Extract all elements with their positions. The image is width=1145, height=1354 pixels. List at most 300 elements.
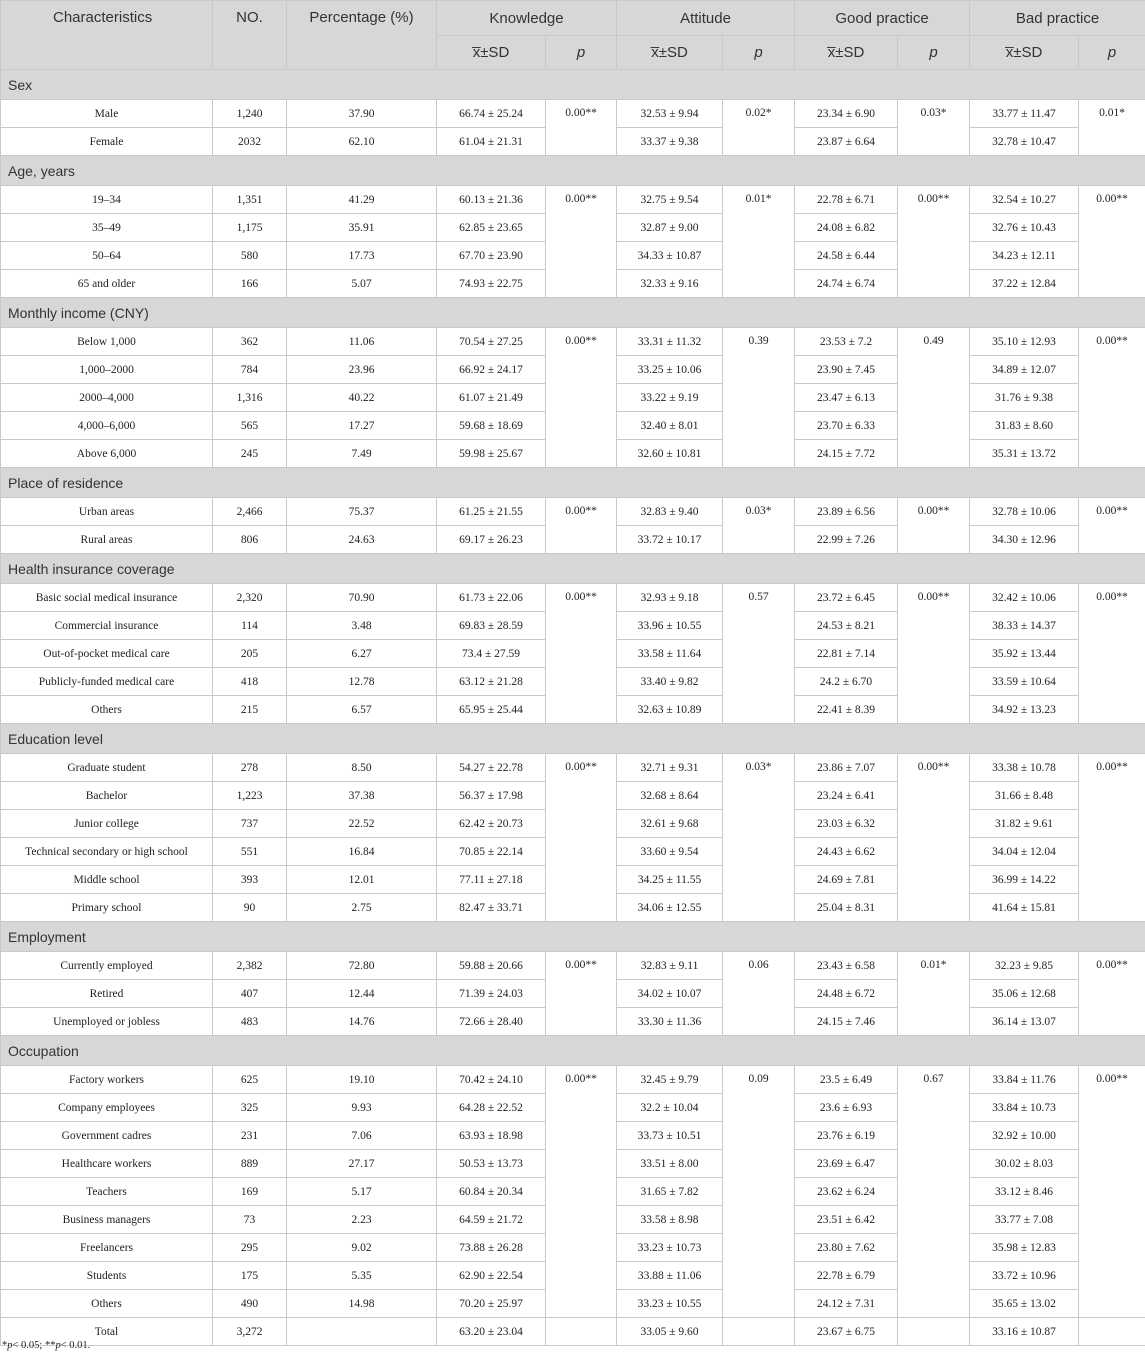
cell-bad-practice: 33.77 ± 7.08 — [970, 1206, 1079, 1234]
cell-percentage: 17.27 — [287, 412, 437, 440]
cell-knowledge-p: 0.00** — [546, 328, 617, 468]
cell-percentage: 23.96 — [287, 356, 437, 384]
cell-good-practice: 22.41 ± 8.39 — [795, 696, 898, 724]
group-row — [1, 468, 1145, 498]
cell-characteristic: Freelancers — [1, 1234, 213, 1262]
cell-good-practice-p: 0.67 — [898, 1066, 970, 1318]
total-attitude-p — [723, 1318, 795, 1346]
header-bad-practice-mean-sd: x̅±SD — [970, 36, 1079, 70]
cell-good-practice: 23.72 ± 6.45 — [795, 584, 898, 612]
cell-good-practice: 23.51 ± 6.42 — [795, 1206, 898, 1234]
cell-percentage: 9.02 — [287, 1234, 437, 1262]
footnote-symbol-2: ** — [44, 1340, 56, 1351]
cell-bad-practice-p: 0.00** — [1079, 584, 1145, 724]
cell-knowledge: 62.85 ± 23.65 — [437, 214, 546, 242]
cell-bad-practice-p: 0.00** — [1079, 1066, 1145, 1318]
cell-attitude: 32.33 ± 9.16 — [617, 270, 723, 298]
cell-good-practice-p: 0.03* — [898, 100, 970, 156]
total-percentage — [287, 1318, 437, 1346]
cell-bad-practice: 34.30 ± 12.96 — [970, 526, 1079, 554]
cell-count: 784 — [213, 356, 287, 384]
cell-percentage: 37.38 — [287, 782, 437, 810]
cell-knowledge: 64.28 ± 22.52 — [437, 1094, 546, 1122]
cell-percentage: 12.78 — [287, 668, 437, 696]
cell-count: 362 — [213, 328, 287, 356]
cell-knowledge: 59.88 ± 20.66 — [437, 952, 546, 980]
cell-good-practice: 23.87 ± 6.64 — [795, 128, 898, 156]
cell-bad-practice: 35.06 ± 12.68 — [970, 980, 1079, 1008]
cell-percentage: 5.07 — [287, 270, 437, 298]
cell-attitude: 34.25 ± 11.55 — [617, 866, 723, 894]
cell-attitude: 33.60 ± 9.54 — [617, 838, 723, 866]
cell-attitude: 33.22 ± 9.19 — [617, 384, 723, 412]
cell-count: 90 — [213, 894, 287, 922]
cell-bad-practice-p: 0.00** — [1079, 754, 1145, 922]
cell-knowledge: 71.39 ± 24.03 — [437, 980, 546, 1008]
cell-attitude: 33.73 ± 10.51 — [617, 1122, 723, 1150]
cell-attitude: 32.93 ± 9.18 — [617, 584, 723, 612]
cell-good-practice: 23.03 ± 6.32 — [795, 810, 898, 838]
total-knowledge-p — [546, 1318, 617, 1346]
cell-percentage: 12.01 — [287, 866, 437, 894]
cell-count: 278 — [213, 754, 287, 782]
cell-attitude: 32.2 ± 10.04 — [617, 1094, 723, 1122]
footnote — [2, 1340, 90, 1351]
header-good-practice-mean-sd: x̅±SD — [795, 36, 898, 70]
cell-percentage: 17.73 — [287, 242, 437, 270]
cell-knowledge: 63.93 ± 18.98 — [437, 1122, 546, 1150]
cell-attitude: 31.65 ± 7.82 — [617, 1178, 723, 1206]
cell-characteristic: Commercial insurance — [1, 612, 213, 640]
cell-count: 169 — [213, 1178, 287, 1206]
cell-good-practice: 23.62 ± 6.24 — [795, 1178, 898, 1206]
cell-good-practice: 24.48 ± 6.72 — [795, 980, 898, 1008]
total-good-practice-p — [898, 1318, 970, 1346]
cell-good-practice: 24.15 ± 7.72 — [795, 440, 898, 468]
cell-good-practice: 24.74 ± 6.74 — [795, 270, 898, 298]
cell-knowledge: 70.42 ± 24.10 — [437, 1066, 546, 1094]
cell-bad-practice: 33.84 ± 11.76 — [970, 1066, 1079, 1094]
table-row — [1, 100, 1145, 128]
header-attitude-p: p — [723, 36, 795, 70]
cell-good-practice: 25.04 ± 8.31 — [795, 894, 898, 922]
cell-bad-practice: 32.54 ± 10.27 — [970, 186, 1079, 214]
total-attitude: 33.05 ± 9.60 — [617, 1318, 723, 1346]
group-row — [1, 70, 1145, 100]
cell-characteristic: Business managers — [1, 1206, 213, 1234]
cell-knowledge: 62.42 ± 20.73 — [437, 810, 546, 838]
cell-count: 418 — [213, 668, 287, 696]
cell-good-practice: 22.78 ± 6.79 — [795, 1262, 898, 1290]
cell-characteristic: Rural areas — [1, 526, 213, 554]
cell-percentage: 62.10 — [287, 128, 437, 156]
cell-percentage: 22.52 — [287, 810, 437, 838]
cell-characteristic: Government cadres — [1, 1122, 213, 1150]
cell-knowledge-p: 0.00** — [546, 584, 617, 724]
cell-count: 73 — [213, 1206, 287, 1234]
cell-percentage: 19.10 — [287, 1066, 437, 1094]
cell-characteristic: Technical secondary or high school — [1, 838, 213, 866]
cell-characteristic: 35–49 — [1, 214, 213, 242]
cell-bad-practice: 32.76 ± 10.43 — [970, 214, 1079, 242]
cell-knowledge: 63.12 ± 21.28 — [437, 668, 546, 696]
cell-count: 806 — [213, 526, 287, 554]
cell-attitude: 33.25 ± 10.06 — [617, 356, 723, 384]
cell-good-practice: 24.69 ± 7.81 — [795, 866, 898, 894]
header-bad-practice-p: p — [1079, 36, 1145, 70]
cell-attitude: 33.31 ± 11.32 — [617, 328, 723, 356]
cell-knowledge: 69.83 ± 28.59 — [437, 612, 546, 640]
cell-percentage: 2.23 — [287, 1206, 437, 1234]
cell-bad-practice: 34.04 ± 12.04 — [970, 838, 1079, 866]
cell-attitude: 32.63 ± 10.89 — [617, 696, 723, 724]
cell-knowledge: 61.25 ± 21.55 — [437, 498, 546, 526]
cell-attitude-p: 0.09 — [723, 1066, 795, 1318]
cell-good-practice: 24.58 ± 6.44 — [795, 242, 898, 270]
group-label: Sex — [1, 70, 1145, 100]
header-good-practice-p: p — [898, 36, 970, 70]
cell-good-practice: 24.2 ± 6.70 — [795, 668, 898, 696]
group-label: Place of residence — [1, 468, 1145, 498]
cell-count: 231 — [213, 1122, 287, 1150]
cell-percentage: 14.76 — [287, 1008, 437, 1036]
cell-percentage: 2.75 — [287, 894, 437, 922]
cell-good-practice: 24.43 ± 6.62 — [795, 838, 898, 866]
cell-count: 1,316 — [213, 384, 287, 412]
cell-knowledge: 61.73 ± 22.06 — [437, 584, 546, 612]
header-characteristics: Characteristics — [1, 1, 213, 70]
total-label: Total — [1, 1318, 213, 1346]
cell-attitude: 34.33 ± 10.87 — [617, 242, 723, 270]
cell-attitude: 33.72 ± 10.17 — [617, 526, 723, 554]
header-no: NO. — [213, 1, 287, 70]
cell-bad-practice: 36.99 ± 14.22 — [970, 866, 1079, 894]
table-row — [1, 754, 1145, 782]
table-row — [1, 952, 1145, 980]
cell-percentage: 8.50 — [287, 754, 437, 782]
cell-percentage: 40.22 — [287, 384, 437, 412]
total-bad-practice-p — [1079, 1318, 1145, 1346]
cell-attitude: 32.83 ± 9.11 — [617, 952, 723, 980]
cell-good-practice: 24.53 ± 8.21 — [795, 612, 898, 640]
cell-good-practice: 23.47 ± 6.13 — [795, 384, 898, 412]
cell-characteristic: Primary school — [1, 894, 213, 922]
cell-characteristic: 1,000–2000 — [1, 356, 213, 384]
cell-attitude: 33.96 ± 10.55 — [617, 612, 723, 640]
cell-characteristic: Currently employed — [1, 952, 213, 980]
cell-bad-practice: 34.92 ± 13.23 — [970, 696, 1079, 724]
cell-bad-practice: 38.33 ± 14.37 — [970, 612, 1079, 640]
cell-count: 393 — [213, 866, 287, 894]
cell-knowledge: 69.17 ± 26.23 — [437, 526, 546, 554]
cell-bad-practice: 32.78 ± 10.47 — [970, 128, 1079, 156]
cell-knowledge: 70.20 ± 25.97 — [437, 1290, 546, 1318]
cell-percentage: 9.93 — [287, 1094, 437, 1122]
cell-count: 175 — [213, 1262, 287, 1290]
cell-knowledge: 62.90 ± 22.54 — [437, 1262, 546, 1290]
cell-characteristic: Others — [1, 696, 213, 724]
cell-knowledge: 64.59 ± 21.72 — [437, 1206, 546, 1234]
cell-percentage: 7.49 — [287, 440, 437, 468]
cell-knowledge: 56.37 ± 17.98 — [437, 782, 546, 810]
cell-knowledge: 73.4 ± 27.59 — [437, 640, 546, 668]
header-knowledge-mean-sd: x̅±SD — [437, 36, 546, 70]
cell-count: 295 — [213, 1234, 287, 1262]
cell-good-practice: 24.08 ± 6.82 — [795, 214, 898, 242]
table-row — [1, 186, 1145, 214]
cell-bad-practice: 31.76 ± 9.38 — [970, 384, 1079, 412]
cell-good-practice: 23.5 ± 6.49 — [795, 1066, 898, 1094]
cell-bad-practice: 32.92 ± 10.00 — [970, 1122, 1079, 1150]
group-row — [1, 298, 1145, 328]
cell-bad-practice: 31.66 ± 8.48 — [970, 782, 1079, 810]
cell-bad-practice-p: 0.00** — [1079, 498, 1145, 554]
cell-characteristic: Unemployed or jobless — [1, 1008, 213, 1036]
cell-characteristic: Out-of-pocket medical care — [1, 640, 213, 668]
cell-bad-practice-p: 0.00** — [1079, 952, 1145, 1036]
cell-count: 114 — [213, 612, 287, 640]
cell-count: 483 — [213, 1008, 287, 1036]
cell-bad-practice-p: 0.01* — [1079, 100, 1145, 156]
cell-count: 889 — [213, 1150, 287, 1178]
group-label: Employment — [1, 922, 1145, 952]
table-row — [1, 1066, 1145, 1094]
cell-attitude: 34.02 ± 10.07 — [617, 980, 723, 1008]
cell-knowledge-p: 0.00** — [546, 952, 617, 1036]
cell-knowledge: 59.98 ± 25.67 — [437, 440, 546, 468]
cell-count: 2,466 — [213, 498, 287, 526]
group-label: Occupation — [1, 1036, 1145, 1066]
cell-count: 490 — [213, 1290, 287, 1318]
cell-percentage: 5.17 — [287, 1178, 437, 1206]
cell-knowledge: 65.95 ± 25.44 — [437, 696, 546, 724]
cell-knowledge: 70.85 ± 22.14 — [437, 838, 546, 866]
cell-count: 565 — [213, 412, 287, 440]
cell-attitude: 34.06 ± 12.55 — [617, 894, 723, 922]
cell-knowledge: 82.47 ± 33.71 — [437, 894, 546, 922]
cell-attitude: 32.75 ± 9.54 — [617, 186, 723, 214]
table-row — [1, 328, 1145, 356]
cell-good-practice: 23.90 ± 7.45 — [795, 356, 898, 384]
cell-attitude-p: 0.01* — [723, 186, 795, 298]
cell-count: 2,382 — [213, 952, 287, 980]
cell-bad-practice: 35.10 ± 12.93 — [970, 328, 1079, 356]
cell-count: 737 — [213, 810, 287, 838]
cell-bad-practice: 36.14 ± 13.07 — [970, 1008, 1079, 1036]
cell-bad-practice: 33.12 ± 8.46 — [970, 1178, 1079, 1206]
cell-characteristic: 4,000–6,000 — [1, 412, 213, 440]
cell-attitude: 32.45 ± 9.79 — [617, 1066, 723, 1094]
cell-bad-practice-p: 0.00** — [1079, 186, 1145, 298]
header-percentage: Percentage (%) — [287, 1, 437, 70]
cell-percentage: 14.98 — [287, 1290, 437, 1318]
cell-bad-practice: 37.22 ± 12.84 — [970, 270, 1079, 298]
table-body — [1, 70, 1145, 1346]
cell-percentage: 70.90 — [287, 584, 437, 612]
cell-attitude: 33.23 ± 10.73 — [617, 1234, 723, 1262]
cell-bad-practice: 41.64 ± 15.81 — [970, 894, 1079, 922]
group-row — [1, 554, 1145, 584]
cell-characteristic: 50–64 — [1, 242, 213, 270]
cell-bad-practice: 32.78 ± 10.06 — [970, 498, 1079, 526]
cell-characteristic: 19–34 — [1, 186, 213, 214]
cell-bad-practice: 32.23 ± 9.85 — [970, 952, 1079, 980]
cell-bad-practice: 32.42 ± 10.06 — [970, 584, 1079, 612]
cell-good-practice: 23.89 ± 6.56 — [795, 498, 898, 526]
cell-count: 1,351 — [213, 186, 287, 214]
cell-good-practice-p: 0.00** — [898, 584, 970, 724]
group-label: Health insurance coverage — [1, 554, 1145, 584]
cell-attitude: 33.58 ± 8.98 — [617, 1206, 723, 1234]
cell-good-practice-p: 0.01* — [898, 952, 970, 1036]
header-knowledge: Knowledge — [437, 1, 617, 36]
header-good-practice: Good practice — [795, 1, 970, 36]
footnote-p-2: p — [55, 1340, 61, 1351]
cell-attitude-p: 0.03* — [723, 754, 795, 922]
cell-bad-practice: 30.02 ± 8.03 — [970, 1150, 1079, 1178]
cell-good-practice: 23.86 ± 7.07 — [795, 754, 898, 782]
cell-count: 215 — [213, 696, 287, 724]
cell-percentage: 24.63 — [287, 526, 437, 554]
cell-characteristic: 65 and older — [1, 270, 213, 298]
cell-bad-practice: 33.84 ± 10.73 — [970, 1094, 1079, 1122]
cell-attitude: 33.30 ± 11.36 — [617, 1008, 723, 1036]
cell-knowledge: 77.11 ± 27.18 — [437, 866, 546, 894]
cell-characteristic: Factory workers — [1, 1066, 213, 1094]
cell-count: 580 — [213, 242, 287, 270]
cell-characteristic: Healthcare workers — [1, 1150, 213, 1178]
cell-percentage: 16.84 — [287, 838, 437, 866]
cell-good-practice-p: 0.00** — [898, 186, 970, 298]
footnote-text-2: < 0.01. — [60, 1340, 91, 1351]
cell-percentage: 72.80 — [287, 952, 437, 980]
cell-attitude: 32.71 ± 9.31 — [617, 754, 723, 782]
group-label: Age, years — [1, 156, 1145, 186]
cell-bad-practice: 33.72 ± 10.96 — [970, 1262, 1079, 1290]
cell-count: 551 — [213, 838, 287, 866]
cell-bad-practice: 33.77 ± 11.47 — [970, 100, 1079, 128]
cell-characteristic: Publicly-funded medical care — [1, 668, 213, 696]
cell-attitude: 32.40 ± 8.01 — [617, 412, 723, 440]
cell-count: 2,320 — [213, 584, 287, 612]
cell-percentage: 3.48 — [287, 612, 437, 640]
cell-attitude: 33.37 ± 9.38 — [617, 128, 723, 156]
cell-characteristic: 2000–4,000 — [1, 384, 213, 412]
cell-characteristic: Basic social medical insurance — [1, 584, 213, 612]
header-bad-practice: Bad practice — [970, 1, 1145, 36]
cell-count: 166 — [213, 270, 287, 298]
cell-knowledge: 60.13 ± 21.36 — [437, 186, 546, 214]
cell-count: 245 — [213, 440, 287, 468]
cell-percentage: 27.17 — [287, 1150, 437, 1178]
total-good-practice: 23.67 ± 6.75 — [795, 1318, 898, 1346]
total-row — [1, 1318, 1145, 1346]
cell-good-practice: 24.15 ± 7.46 — [795, 1008, 898, 1036]
total-knowledge: 63.20 ± 23.04 — [437, 1318, 546, 1346]
cell-attitude: 32.83 ± 9.40 — [617, 498, 723, 526]
cell-bad-practice: 34.89 ± 12.07 — [970, 356, 1079, 384]
cell-attitude: 32.87 ± 9.00 — [617, 214, 723, 242]
cell-percentage: 6.57 — [287, 696, 437, 724]
table-row — [1, 498, 1145, 526]
cell-percentage: 37.90 — [287, 100, 437, 128]
cell-characteristic: Middle school — [1, 866, 213, 894]
cell-characteristic: Above 6,000 — [1, 440, 213, 468]
cell-good-practice: 22.81 ± 7.14 — [795, 640, 898, 668]
cell-knowledge: 72.66 ± 28.40 — [437, 1008, 546, 1036]
group-row — [1, 724, 1145, 754]
cell-good-practice: 23.43 ± 6.58 — [795, 952, 898, 980]
total-bad-practice: 33.16 ± 10.87 — [970, 1318, 1079, 1346]
cell-characteristic: Bachelor — [1, 782, 213, 810]
cell-bad-practice: 31.83 ± 8.60 — [970, 412, 1079, 440]
cell-percentage: 5.35 — [287, 1262, 437, 1290]
cell-percentage: 75.37 — [287, 498, 437, 526]
cell-good-practice: 23.6 ± 6.93 — [795, 1094, 898, 1122]
group-row — [1, 922, 1145, 952]
cell-good-practice: 23.70 ± 6.33 — [795, 412, 898, 440]
cell-knowledge: 59.68 ± 18.69 — [437, 412, 546, 440]
cell-count: 325 — [213, 1094, 287, 1122]
cell-knowledge: 61.07 ± 21.49 — [437, 384, 546, 412]
table-row — [1, 584, 1145, 612]
cell-characteristic: Male — [1, 100, 213, 128]
cell-knowledge: 66.92 ± 24.17 — [437, 356, 546, 384]
cell-good-practice: 23.76 ± 6.19 — [795, 1122, 898, 1150]
cell-attitude-p: 0.02* — [723, 100, 795, 156]
group-label: Monthly income (CNY) — [1, 298, 1145, 328]
cell-bad-practice: 31.82 ± 9.61 — [970, 810, 1079, 838]
cell-knowledge-p: 0.00** — [546, 1066, 617, 1318]
cell-knowledge-p: 0.00** — [546, 498, 617, 554]
cell-count: 1,240 — [213, 100, 287, 128]
cell-attitude-p: 0.57 — [723, 584, 795, 724]
cell-characteristic: Urban areas — [1, 498, 213, 526]
group-row — [1, 1036, 1145, 1066]
cell-bad-practice: 35.92 ± 13.44 — [970, 640, 1079, 668]
cell-good-practice: 22.78 ± 6.71 — [795, 186, 898, 214]
cell-knowledge: 70.54 ± 27.25 — [437, 328, 546, 356]
cell-knowledge-p: 0.00** — [546, 186, 617, 298]
cell-count: 205 — [213, 640, 287, 668]
footnote-symbol-1: * — [2, 1340, 8, 1351]
cell-knowledge: 74.93 ± 22.75 — [437, 270, 546, 298]
cell-characteristic: Company employees — [1, 1094, 213, 1122]
cell-knowledge-p: 0.00** — [546, 100, 617, 156]
cell-knowledge: 66.74 ± 25.24 — [437, 100, 546, 128]
cell-attitude-p: 0.03* — [723, 498, 795, 554]
cell-percentage: 11.06 — [287, 328, 437, 356]
footnote-text-1: < 0.05; — [12, 1340, 45, 1351]
cell-attitude-p: 0.39 — [723, 328, 795, 468]
cell-knowledge: 67.70 ± 23.90 — [437, 242, 546, 270]
cell-characteristic: Junior college — [1, 810, 213, 838]
cell-percentage: 35.91 — [287, 214, 437, 242]
cell-count: 407 — [213, 980, 287, 1008]
group-row — [1, 156, 1145, 186]
cell-characteristic: Below 1,000 — [1, 328, 213, 356]
cell-good-practice: 24.12 ± 7.31 — [795, 1290, 898, 1318]
footnote-p-1: p — [7, 1340, 13, 1351]
cell-count: 2032 — [213, 128, 287, 156]
cell-knowledge-p: 0.00** — [546, 754, 617, 922]
cell-good-practice: 23.69 ± 6.47 — [795, 1150, 898, 1178]
cell-attitude: 32.68 ± 8.64 — [617, 782, 723, 810]
cell-bad-practice: 35.98 ± 12.83 — [970, 1234, 1079, 1262]
cell-good-practice-p: 0.00** — [898, 754, 970, 922]
cell-good-practice: 22.99 ± 7.26 — [795, 526, 898, 554]
cell-bad-practice: 33.38 ± 10.78 — [970, 754, 1079, 782]
